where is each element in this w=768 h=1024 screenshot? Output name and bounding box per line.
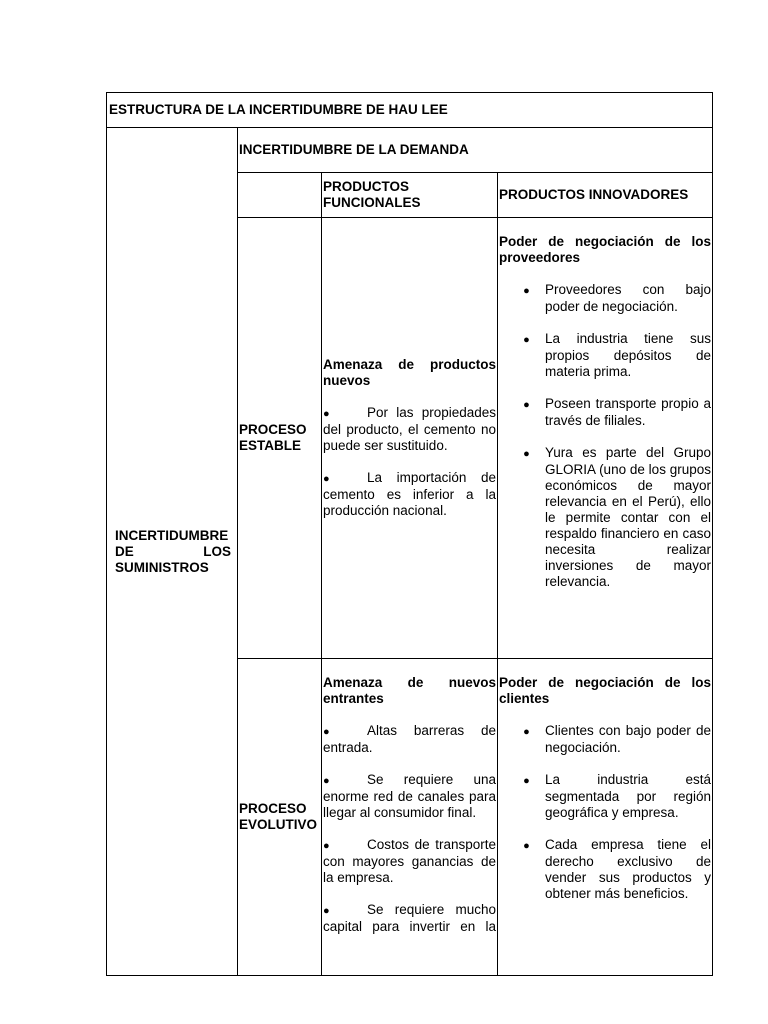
bullet-icon: ● xyxy=(523,726,545,738)
evolutive-functional-heading: Amenaza de nuevos entrantes xyxy=(323,675,496,706)
empty-header-cell xyxy=(238,173,322,218)
stable-functional-cell xyxy=(322,218,498,659)
bullet-icon: ● xyxy=(323,726,330,738)
list-item: ● Se requiere una enorme red de canales para llegar al consumidor final. xyxy=(323,772,496,820)
list-item: ● Costos de transporte con mayores ganancias de la empresa. xyxy=(323,837,496,885)
stable-innovative-cell xyxy=(498,218,713,659)
table-title: ESTRUCTURA DE LA INCERTIDUMBRE DE HAU LEE xyxy=(107,93,713,128)
list-item: ● La importación de cemento es inferior a la producción nacional. xyxy=(323,470,496,518)
bullet-icon: ● xyxy=(323,408,330,420)
evolutive-innovative-heading: Poder de negociación de los clientes xyxy=(499,675,712,706)
bullet-icon: ● xyxy=(323,775,330,787)
list-item: ● La industria está segmentada por región geográfica y empresa. xyxy=(499,772,711,821)
bullet-icon: ● xyxy=(323,473,330,485)
list-item: ● Proveedores con bajo poder de negociación. xyxy=(499,282,711,315)
evolutive-innovative-cell xyxy=(498,659,713,976)
uncertainty-table xyxy=(106,92,713,976)
stable-functional-heading: Amenaza de productos nuevos xyxy=(323,357,496,388)
list-item: ● Altas barreras de entrada. xyxy=(323,723,496,755)
bullet-icon: ● xyxy=(523,399,545,411)
list-item: ● Clientes con bajo poder de negociación. xyxy=(499,723,711,756)
bullet-icon: ● xyxy=(523,448,545,460)
functional-products-header: PRODUCTOS FUNCIONALES xyxy=(322,173,498,218)
list-item: ● Por las propiedades del producto, el cemento no puede ser sustituido. xyxy=(323,405,496,453)
bullet-icon: ● xyxy=(523,334,545,346)
evolutive-process-label: PROCESO EVOLUTIVO xyxy=(238,659,322,976)
title-row xyxy=(107,93,713,128)
demand-uncertainty-header: INCERTIDUMBRE DE LA DEMANDA xyxy=(238,128,713,173)
bullet-icon: ● xyxy=(323,840,330,852)
bullet-icon: ● xyxy=(523,285,545,297)
supply-uncertainty-label: INCERTIDUMBRE DE LOS SUMINISTROS xyxy=(107,128,238,976)
document-page xyxy=(106,92,712,934)
evolutive-functional-cell xyxy=(322,659,498,976)
list-item: ● Cada empresa tiene el derecho exclusivo de vender sus productos y obtener más beneficios. xyxy=(499,837,711,902)
bullet-icon: ● xyxy=(523,775,545,787)
bullet-icon: ● xyxy=(323,905,330,917)
demand-row xyxy=(107,128,713,173)
list-item: ● La industria tiene sus propios depósitos de materia prima. xyxy=(499,331,711,380)
stable-innovative-heading: Poder de negociación de los proveedores xyxy=(499,234,712,265)
innovative-products-header: PRODUCTOS INNOVADORES xyxy=(498,173,713,218)
bullet-icon: ● xyxy=(523,840,545,852)
stable-process-label: PROCESO ESTABLE xyxy=(238,218,322,659)
list-item: ● Se requiere mucho capital para invertir en la xyxy=(323,902,496,934)
list-item: ● Poseen transporte propio a través de filiales. xyxy=(499,396,711,429)
list-item: ● Yura es parte del Grupo GLORIA (uno de los grupos económicos de mayor relevancia en el Perú), ello le permite contar con el respaldo financiero en caso necesita realizar inversiones de mayor relevancia. xyxy=(499,445,711,590)
